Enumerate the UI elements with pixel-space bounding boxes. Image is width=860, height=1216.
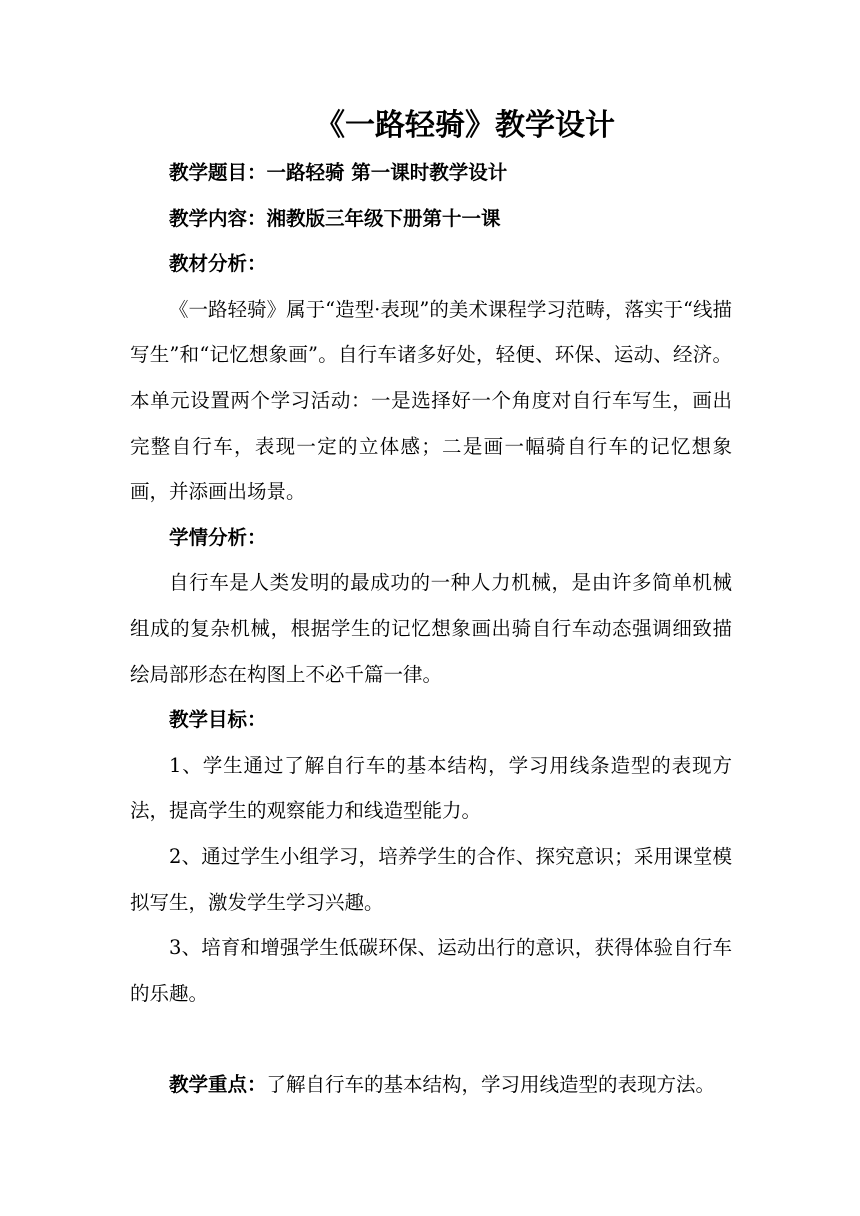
document-title: 《一路轻骑》教学设计 bbox=[315, 108, 615, 143]
key-point-label: 教学重点： bbox=[169, 1072, 267, 1096]
objectives-heading: 教学目标： bbox=[169, 708, 267, 732]
objective-item-3: 3、培育和增强学生低碳环保、运动出行的意识，获得体验自行车的乐趣。 bbox=[130, 936, 732, 1005]
paragraph-spacer bbox=[130, 1016, 732, 1062]
material-analysis-heading: 教材分析： bbox=[169, 252, 267, 276]
key-point-paragraph bbox=[130, 1062, 732, 1108]
objective-item-2: 2、通过学生小组学习，培养学生的合作、探究意识；采用课堂模拟写生，激发学生学习兴趣。 bbox=[130, 844, 732, 914]
student-analysis-text: 自行车是人类发明的最成功的一种人力机械，是由许多简单机械组成的复杂机械，根据学生的记忆想象画出骑自行车动态强调细致描绘局部形态在构图上不必千篇一律。 bbox=[130, 571, 732, 686]
document-body bbox=[130, 150, 732, 1107]
lesson-content: 教学内容：湘教版三年级下册第十一课 bbox=[169, 206, 501, 230]
student-analysis-heading: 学情分析： bbox=[169, 525, 267, 549]
key-point-text: 了解自行车的基本结构，学习用线造型的表现方法。 bbox=[266, 1072, 716, 1096]
lesson-topic: 教学题目：一路轻骑 第一课时教学设计 bbox=[169, 161, 508, 184]
objective-item-1: 1、学生通过了解自行车的基本结构，学习用线条造型的表现方法，提高学生的观察能力和线造型能力。 bbox=[130, 753, 732, 823]
material-analysis-text: 《一路轻骑》属于“造型·表现”的美术课程学习范畴，落实于“线描写生”和“记忆想象画”。自行车诸多好处，轻便、环保、运动、经济。本单元设置两个学习活动：一是选择好一个角度对自行车写生，画出完整自行车，表现一定的立体感；二是画一幅骑自行车的记忆想象画，并添画出场景。 bbox=[130, 297, 732, 504]
